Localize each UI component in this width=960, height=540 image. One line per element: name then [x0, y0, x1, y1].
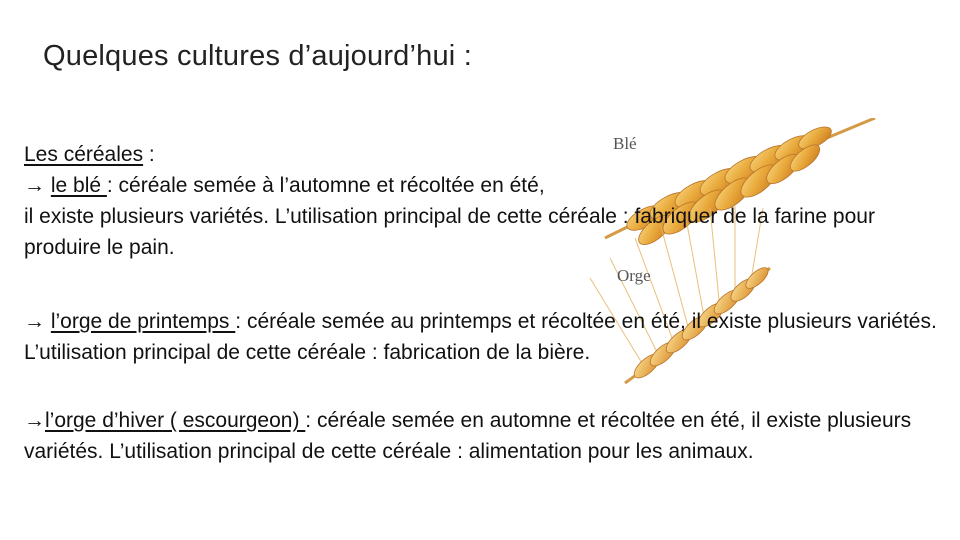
section-heading-term: Les céréales [24, 143, 144, 166]
illustration-label-ble: Blé [613, 134, 637, 153]
term-orge-printemps: l’orge de printemps [50, 310, 236, 333]
arrow-marker: → [24, 310, 51, 333]
illustration-label-orge: Orge [617, 266, 651, 285]
arrow-marker: → [24, 174, 51, 197]
item-orge-printemps-text: : céréale semée au printemps et récoltée en été, il existe plusieurs variétés. L’utilisation principal de cette céréale : fabrication de la bière. [24, 310, 937, 364]
arrow-marker: → [24, 409, 45, 432]
section-heading-suffix: : [143, 143, 155, 166]
term-ble: le blé [50, 174, 107, 197]
paragraph-orge-printemps [24, 306, 949, 368]
item-ble-text: il existe plusieurs variétés. L’utilisation principal de cette céréale : fabriquer de la farine pour produire le pain. [24, 205, 875, 259]
slide-title: Quelques cultures d’aujourd’hui : [43, 40, 472, 72]
paragraph-ble [24, 139, 934, 263]
item-ble-line1: : céréale semée à l’automne et récoltée en été, [106, 174, 545, 197]
term-orge-hiver: l’orge d’hiver ( escourgeon) [45, 409, 306, 432]
paragraph-orge-hiver [24, 405, 934, 467]
section-heading [24, 139, 934, 170]
item-orge-hiver-text: : céréale semée en automne et récoltée en été, il existe plusieurs variétés. L’utilisation principal de cette céréale : alimentation pour les animaux. [24, 409, 912, 463]
